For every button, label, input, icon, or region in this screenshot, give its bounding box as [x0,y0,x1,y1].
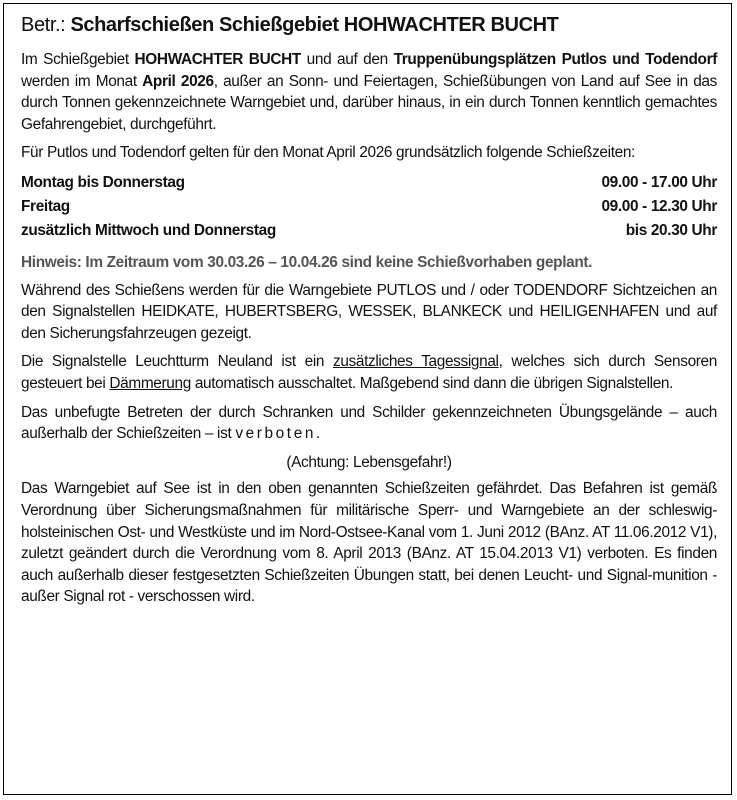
signals-paragraph: Während des Schießens werden für die Warngebiete PUTLOS und / oder TODENDORF Sichtzeichen an den Signalstellen HEIDKATE, HUBERTSBERG, WESSEK, BLANKECK und HEILIGENHAFEN und auf den Sicherungsfahrzeugen gezeigt. [21,281,717,342]
title-subject: Scharfschießen Schießgebiet HOHWACHTER BUCHT [70,14,559,36]
time-value: bis 20.30 Uhr [625,221,717,239]
intro-text-2: und auf den [300,51,394,68]
access-paragraph [21,402,717,445]
notice-title [21,12,717,38]
intro-paragraph [21,49,717,135]
intro-area: HOHWACHTER BUCHT [134,51,301,68]
danger-warning: (Achtung: Lebensgefahr!) [286,453,452,471]
hint-text: Hinweis: Im Zeitraum vom 30.03.26 – 10.04.26 sind keine Schießvorhaben geplant. [21,253,593,271]
intro-text-4: , außer an Sonn- und Feiertagen, Schießübungen von Land auf See in das durch Tonnen gekennzeichnete Warngebiet und, darüber hinaus, in ein durch Tonnen kenntlich gemachtes Gefahrengebiet, durchgeführt. [21,72,717,133]
lighthouse-dusk: Dämmerung [109,374,191,392]
title-prefix: Betr.: [21,14,71,36]
access-end: . [316,425,320,443]
time-day: zusätzlich Mittwoch und Donnerstag [21,221,276,239]
intro-month: April 2026 [142,72,214,90]
intro-text-1: Im Schießgebiet [21,51,135,68]
access-forbidden: verboten [235,425,317,443]
time-value: 09.00 - 17.00 Uhr [601,173,717,191]
time-row-wed-thu-extra [21,219,717,243]
intro-training-areas: Truppenübungsplätzen Putlos und Todendorf [393,51,717,68]
times-intro: Für Putlos und Todendorf gelten für den Monat April 2026 grundsätzlich folgende Schießzeiten: [21,144,635,162]
time-row-mon-thu [21,171,717,195]
sea-paragraph: Das Warngebiet auf See ist in den oben genannten Schießzeiten gefährdet. Das Befahren ist gemäß Verordnung über Sicherungsmaßnahmen für militärische Sperr- und Warngebiete an der schleswig-holsteinischen Ost- und Westküste und im Nord-Ostsee-Kanal vom 1. Juni 2012 (BAnz. AT 11.06.2012 V1), zuletzt geändert durch die Verordnung vom 8. April 2013 (BAnz. AT 15.04.2013 V1) verboten. Es finden auch außerhalb dieser festgesetzten Schießzeiten Übungen statt, bei denen Leucht- und Signal-munition - außer Signal rot - verschossen wird. [21,480,717,606]
time-row-fri [21,195,717,219]
time-day: Freitag [21,197,70,215]
shooting-times [21,171,717,243]
lighthouse-text-1: Die Signalstelle Leuchtturm Neuland ist ein [21,353,333,371]
time-value: 09.00 - 12.30 Uhr [601,197,717,215]
intro-text-3: werden im Monat [21,72,143,90]
lighthouse-text-2: , welches sich durch Sensoren gesteuert bei [21,353,717,392]
lighthouse-paragraph [21,351,717,394]
notice-box [3,3,732,795]
lighthouse-text-3: automatisch ausschaltet. Maßgebend sind dann die übrigen Signalstellen. [190,374,674,392]
lighthouse-day-signal: zusätzliches Tagessignal [332,353,499,371]
time-day: Montag bis Donnerstag [21,173,185,191]
access-text: Das unbefugte Betreten der durch Schranken und Schilder gekennzeichneten Übungsgelände – auch außerhalb der Schießzeiten – ist [21,403,717,443]
